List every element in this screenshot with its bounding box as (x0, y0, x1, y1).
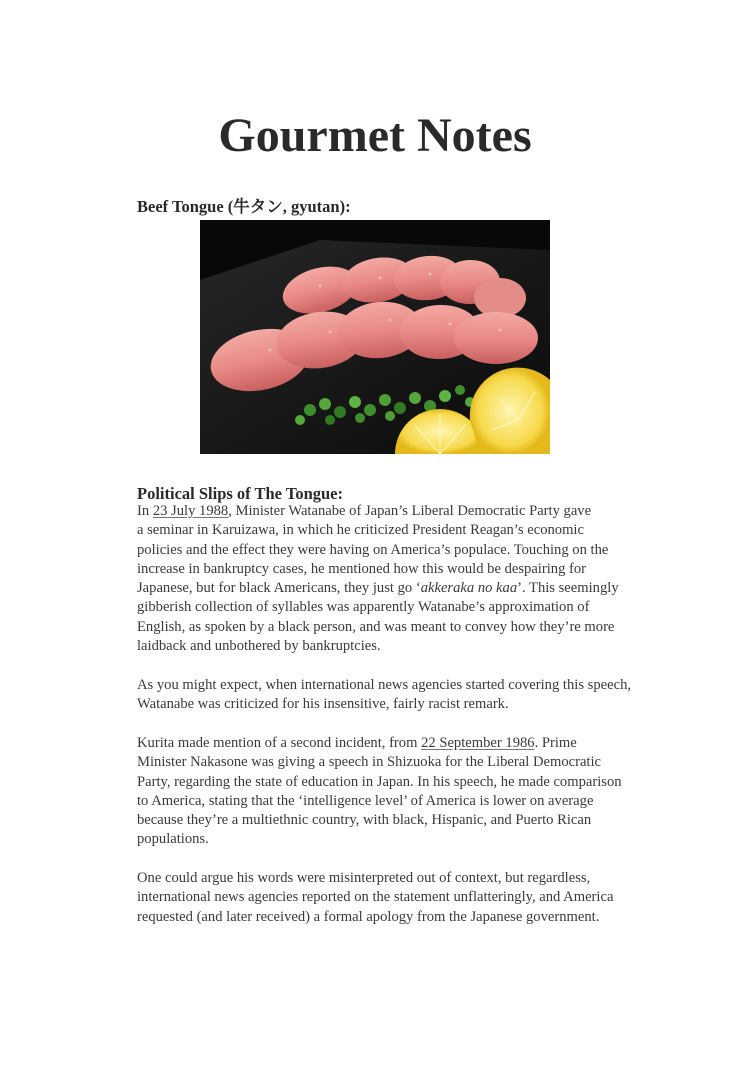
italic-phrase: akkeraka no kaa (420, 580, 518, 597)
text-line: populations. (137, 831, 209, 848)
text-line: Minister Nakasone was giving a speech in Shizuoka for the Liberal Democratic (137, 754, 602, 771)
text-span: Japanese, but for black Americans, they just go ‘ (137, 580, 421, 597)
text-line (137, 734, 657, 753)
paragraph-nakasone (137, 734, 657, 850)
political-slips-heading: Political Slips of The Tongue: (137, 484, 343, 503)
text-line: international news agencies reported on the statement unflatteringly, and America (137, 889, 614, 906)
text-span: . Prime (534, 735, 577, 751)
text-line: increase in bankruptcy cases, he mentioned how this would be despairing for (137, 560, 587, 577)
text-line: laidback and unbothered by bankruptcies. (137, 638, 381, 655)
date-link-1988[interactable]: 23 July 1988 (152, 503, 229, 519)
text-line: English, as spoken by a black person, and was meant to convey how they’re more (137, 618, 615, 635)
text-span: In (137, 503, 153, 519)
text-line: because they’re a multiethnic country, with black, Hispanic, and Puerto Rican (137, 812, 592, 829)
date-link-1986[interactable]: 22 September 1986 (421, 735, 535, 751)
paragraph-apology (137, 869, 657, 927)
text-line: Watanabe was criticized for his insensitive, fairly racist remark. (137, 696, 509, 713)
text-line (137, 579, 657, 598)
text-line (137, 502, 657, 521)
paragraph-criticism (137, 676, 657, 715)
text-line: requested (and later received) a formal apology from the Japanese government. (137, 908, 600, 925)
text-span: Kurita made mention of a second incident, from (137, 735, 422, 751)
beef-tongue-illustration (200, 220, 550, 454)
text-line: One could argue his words were misinterpreted out of context, but regardless, (137, 870, 591, 886)
text-line: Party, regarding the state of education in Japan. In his speech, he made comparison (137, 773, 622, 790)
text-line: gibberish collection of syllables was apparently Watanabe’s approximation of (137, 599, 590, 616)
text-span: ’. This seemingly (517, 580, 619, 597)
text-line: As you might expect, when international news agencies started covering this speech, (137, 677, 632, 693)
text-span: , Minister Watanabe of Japan’s Liberal Democratic Party gave (228, 503, 592, 519)
beef-tongue-heading: Beef Tongue (牛タン, gyutan): (137, 197, 351, 216)
beef-tongue-photo (200, 220, 550, 454)
text-line: policies and the effect they were having on America’s populace. Touching on the (137, 541, 609, 558)
text-line: to America, stating that the ‘intelligence level’ of America is lower on average (137, 792, 594, 809)
page-title: Gourmet Notes (218, 109, 532, 162)
paragraph-watanabe (137, 502, 657, 656)
text-line: a seminar in Karuizawa, in which he criticized President Reagan’s economic (137, 522, 584, 539)
